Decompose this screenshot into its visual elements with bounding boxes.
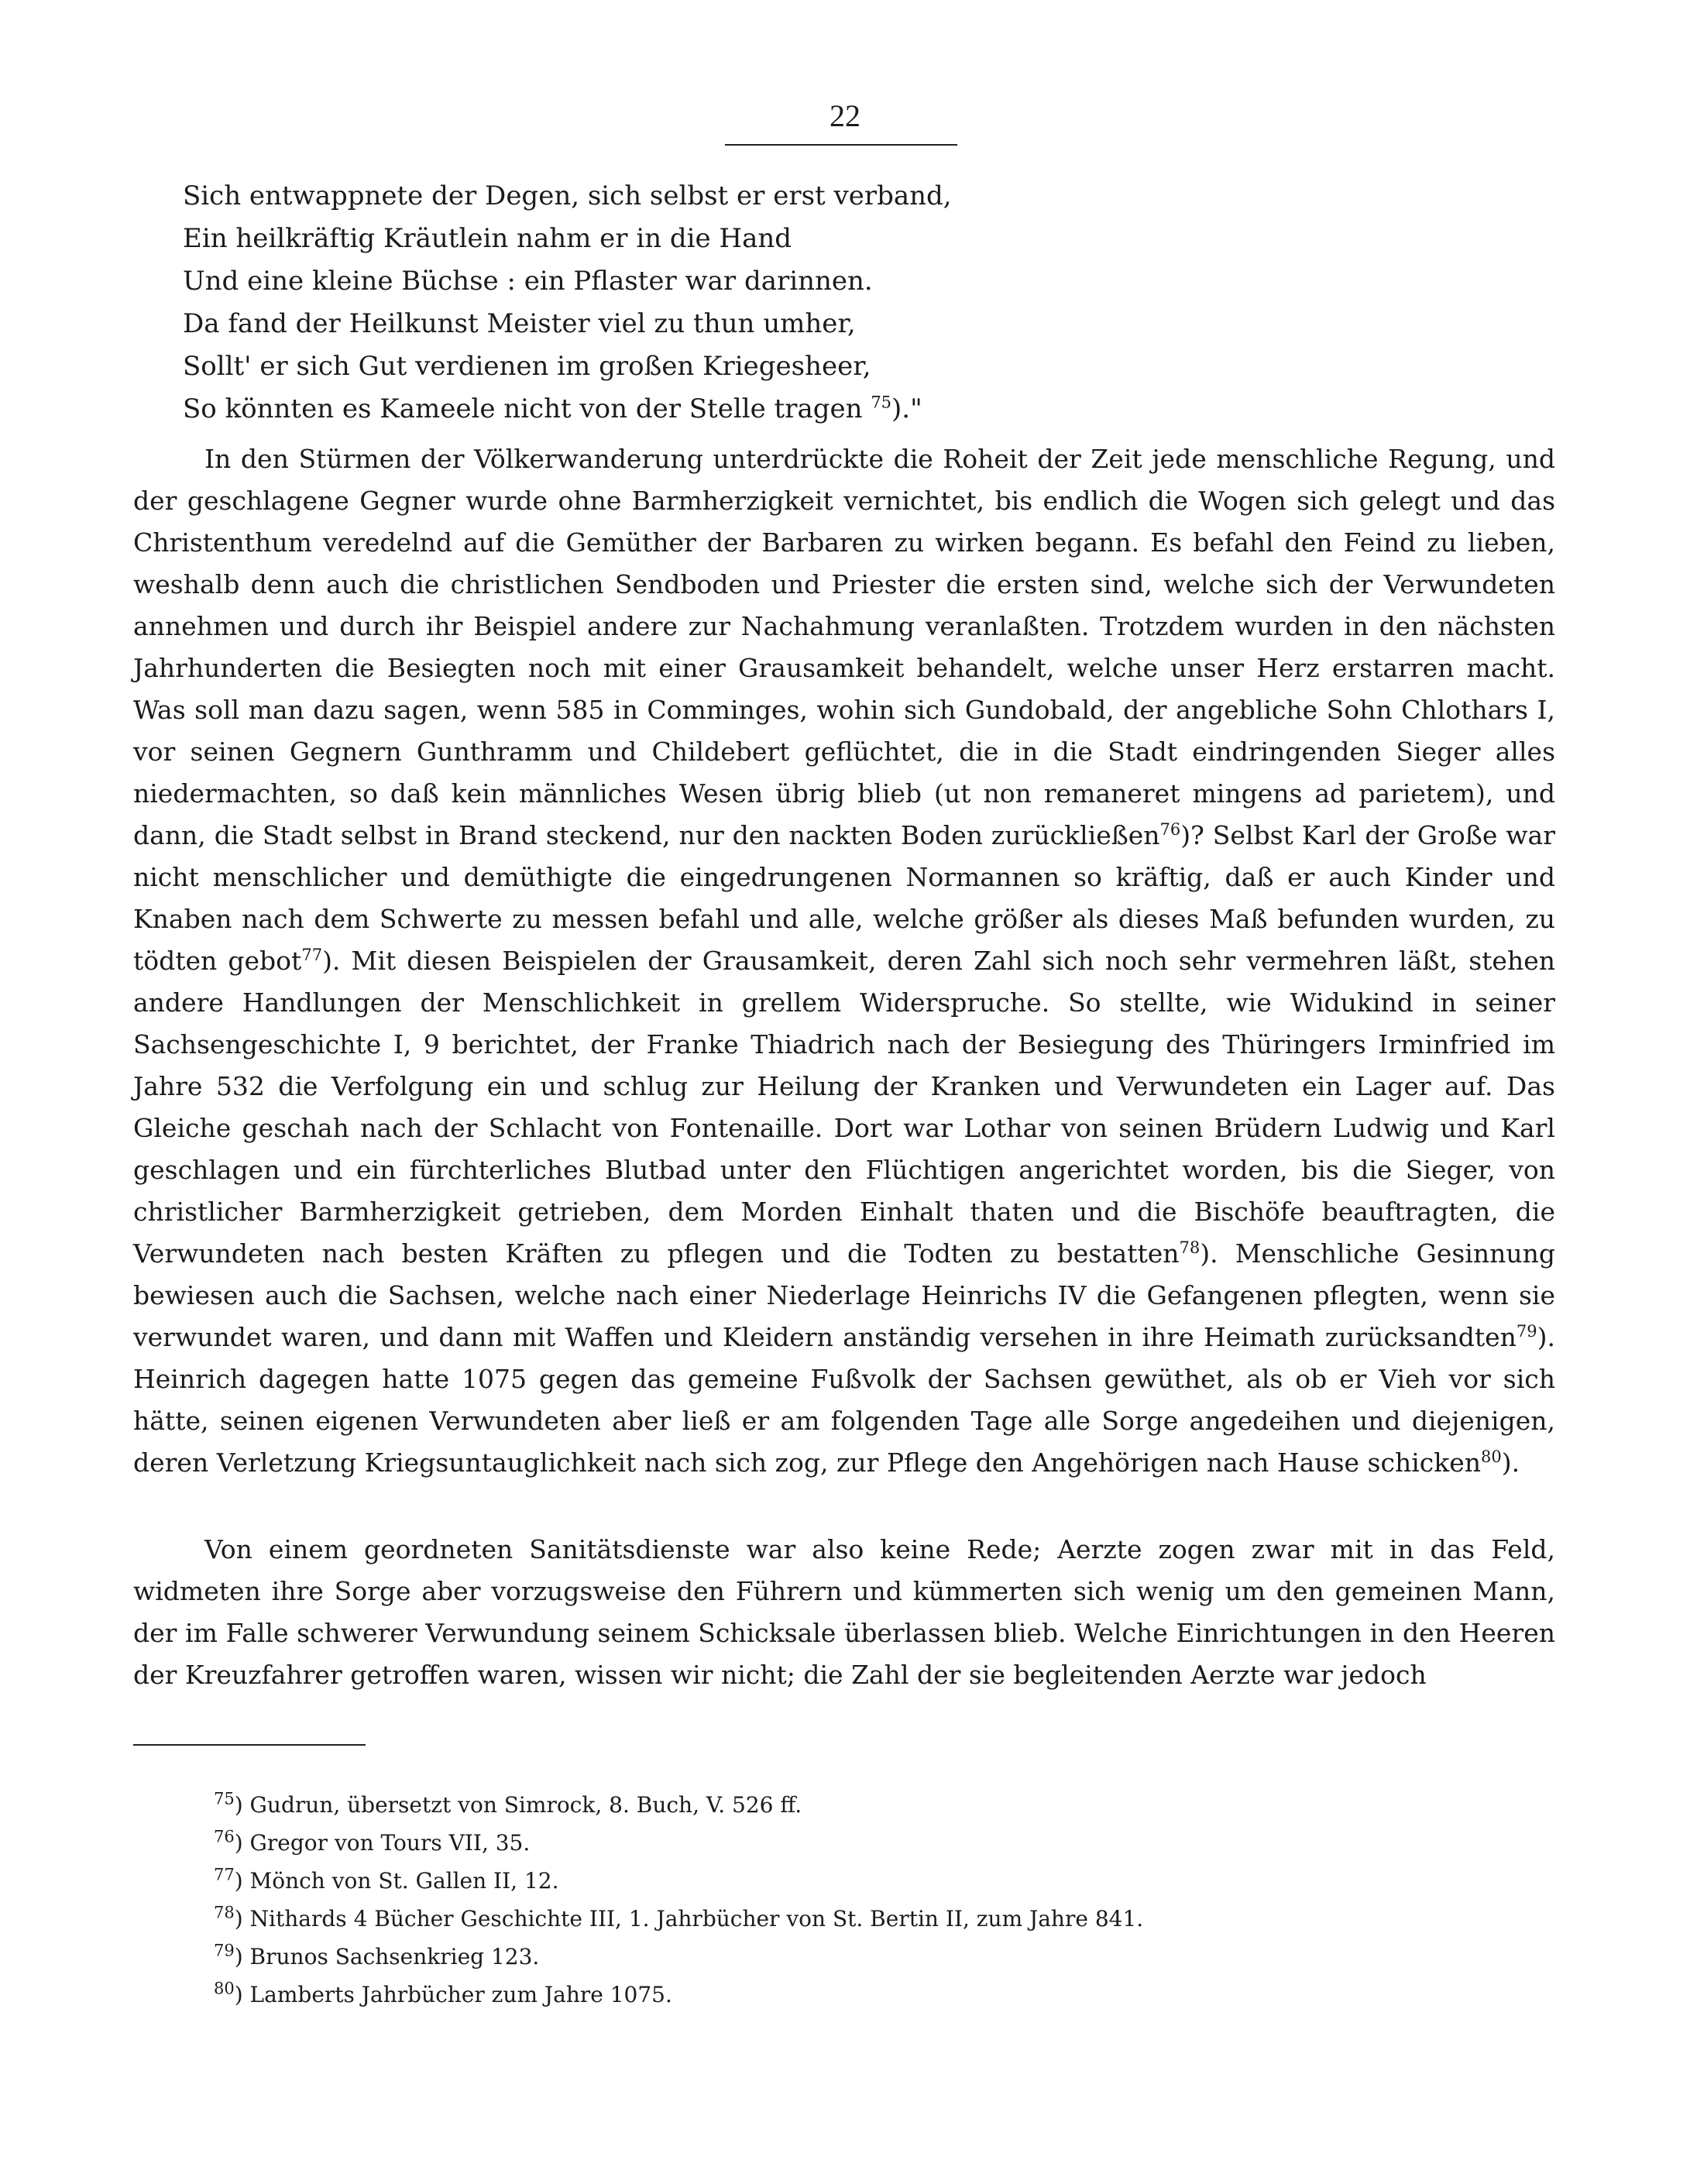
header-rule xyxy=(725,144,957,146)
footnote-number: 75 xyxy=(214,1789,235,1808)
footnote xyxy=(214,1862,1530,1900)
footnote xyxy=(214,1938,1530,1976)
footnote-number: 79 xyxy=(214,1941,235,1960)
paragraph-text: ). xyxy=(1501,1447,1520,1478)
body-paragraph-1 xyxy=(133,438,1555,1484)
paragraph-text: In den Stürmen der Völkerwanderung unterdrückte die Roheit der Zeit jede menschliche Regung, und der geschlagene Gegner wurde ohne Barmherzigkeit vernichtet, bis endlich die Wogen sich gelegt und das Christenthum veredelnd auf die Gemüther der Barbaren zu wirken begann. Es befahl den Feind zu lieben, weshalb denn auch die christlichen Sendboden und Priester die ersten sind, welche sich der Verwundeten annehmen und durch ihr Beispiel andere zur Nachahmung veranlaßten. Trotzdem wurden in den nächsten Jahrhunderten die Besiegten noch mit einer Grausamkeit behandelt, welche unser Herz erstarren macht. Was soll man dazu sagen, wenn 585 in Comminges, wohin sich Gundobald, der angebliche Sohn Chlothars I, vor seinen Gegnern Gunthramm und Childebert geflüchtet, die in die Stadt eindringenden Sieger alles niedermachten, so daß kein männliches Wesen übrig blieb (ut non remaneret mingens ad parietem), und dann, die Stadt selbst in Brand steckend, nur den nackten Boden zurückließen xyxy=(133,444,1555,850)
verse-line: Und eine kleine Büchse : ein Pflaster war darinnen. xyxy=(183,266,873,297)
paragraph-text: ). Menschliche Gesinnung bewiesen auch die Sachsen, welche nach einer Niederlage Heinrichs IV die Gefangenen pflegten, wenn sie verwundet waren, und dann mit Waffen und Kleidern anständig versehen in ihre Heimath zurücksandten xyxy=(133,1238,1555,1352)
footnote-ref: 75 xyxy=(871,393,892,412)
verse-quotation xyxy=(183,175,1515,431)
footnote xyxy=(214,1900,1530,1938)
footnote-number: 76 xyxy=(214,1827,235,1846)
footnote-rule xyxy=(133,1744,366,1746)
body-paragraph-2: Von einem geordneten Sanitätsdienste war also keine Rede; Aerzte zogen zwar mit in das Feld, widmeten ihre Sorge aber vorzugsweise den Führern und kümmerten sich wenig um den gemeinen Mann, der im Falle schwerer Verwundung seinem Schicksale überlassen blieb. Welche Einrichtungen in den Heeren der Kreuzfahrer getroffen waren, wissen wir nicht; die Zahl der sie begleitenden Aerzte war jedoch xyxy=(133,1534,1555,1690)
footnote-text: ) Mönch von St. Gallen II, 12. xyxy=(234,1868,559,1894)
footnote-number: 77 xyxy=(214,1865,235,1884)
footnote xyxy=(214,1976,1530,2014)
verse-closing: )." xyxy=(891,393,922,424)
paragraph-text: ). Mit diesen Beispielen der Grausamkeit, deren Zahl sich noch sehr vermehren läßt, stehen andere Handlungen der Menschlichkeit in grellem Widerspruche. So stellte, wie Widukind in seiner Sachsengeschichte I, 9 berichtet, der Franke Thiadrich nach der Besiegung des Thüringers Irminfried im Jahre 532 die Verfolgung ein und schlug zur Heilung der Kranken und Verwundeten ein Lager auf. Das Gleiche geschah nach der Schlacht von Fontenaille. Dort war Lothar von seinen Brüdern Ludwig und Karl geschlagen und ein fürchterliches Blutbad unter den Flüchtigen angerichtet worden, bis die Sieger, von christlicher Barmherzigkeit getrieben, dem Morden Einhalt thaten und die Bischöfe beauftragten, die Verwundeten nach besten Kräften zu pflegen und die Todten zu bestatten xyxy=(133,946,1555,1269)
footnote-ref: 80 xyxy=(1481,1447,1502,1466)
page-number: 22 xyxy=(830,98,860,133)
footnote-ref: 78 xyxy=(1179,1238,1201,1257)
footnote xyxy=(214,1786,1530,1824)
footnote-number: 80 xyxy=(214,1979,235,1998)
paragraph-text: ). Heinrich dagegen hatte 1075 gegen das gemeine Fußvolk der Sachsen gewüthet, als ob er Vieh vor sich hätte, seinen eigenen Verwundeten aber ließ er am folgenden Tage alle Sorge angedeihen und diejenigen, deren Verletzung Kriegsuntauglichkeit nach sich zog, zur Pflege den Angehörigen nach Hause schicken xyxy=(133,1322,1555,1478)
footnote xyxy=(214,1824,1530,1862)
footnote-text: ) Gregor von Tours VII, 35. xyxy=(234,1830,531,1856)
footnote-text: ) Brunos Sachsenkrieg 123. xyxy=(234,1944,540,1969)
verse-line: Ein heilkräftig Kräutlein nahm er in die Hand xyxy=(183,223,792,254)
footnote-text: ) Nithards 4 Bücher Geschichte III, 1. Jahrbücher von St. Bertin II, zum Jahre 841. xyxy=(234,1906,1144,1932)
paragraph-text: )? Selbst Karl der Große war nicht menschlicher und demüthigte die eingedrungenen Normannen so kräftig, daß er auch Kinder und Knaben nach dem Schwerte zu messen befahl und alle, welche größer als dieses Maß befunden wurden, zu tödten gebot xyxy=(133,820,1555,976)
verse-text: So könnten es Kameele nicht von der Stelle tragen xyxy=(183,393,863,424)
footnote-number: 78 xyxy=(214,1903,235,1922)
footnotes xyxy=(214,1786,1530,2014)
footnote-ref: 76 xyxy=(1159,820,1181,839)
verse-line: Da fand der Heilkunst Meister viel zu thun umher, xyxy=(183,308,856,339)
footnote-text: ) Gudrun, übersetzt von Simrock, 8. Buch, V. 526 ff. xyxy=(234,1792,802,1818)
verse-line-last xyxy=(183,388,1515,431)
footnote-ref: 77 xyxy=(301,946,323,964)
footnote-ref: 79 xyxy=(1516,1322,1537,1341)
verse-line: Sich entwappnete der Degen, sich selbst er erst verband, xyxy=(183,180,952,211)
footnote-text: ) Lamberts Jahrbücher zum Jahre 1075. xyxy=(234,1982,672,2007)
verse-line: Sollt' er sich Gut verdienen im großen Kriegesheer, xyxy=(183,351,871,382)
